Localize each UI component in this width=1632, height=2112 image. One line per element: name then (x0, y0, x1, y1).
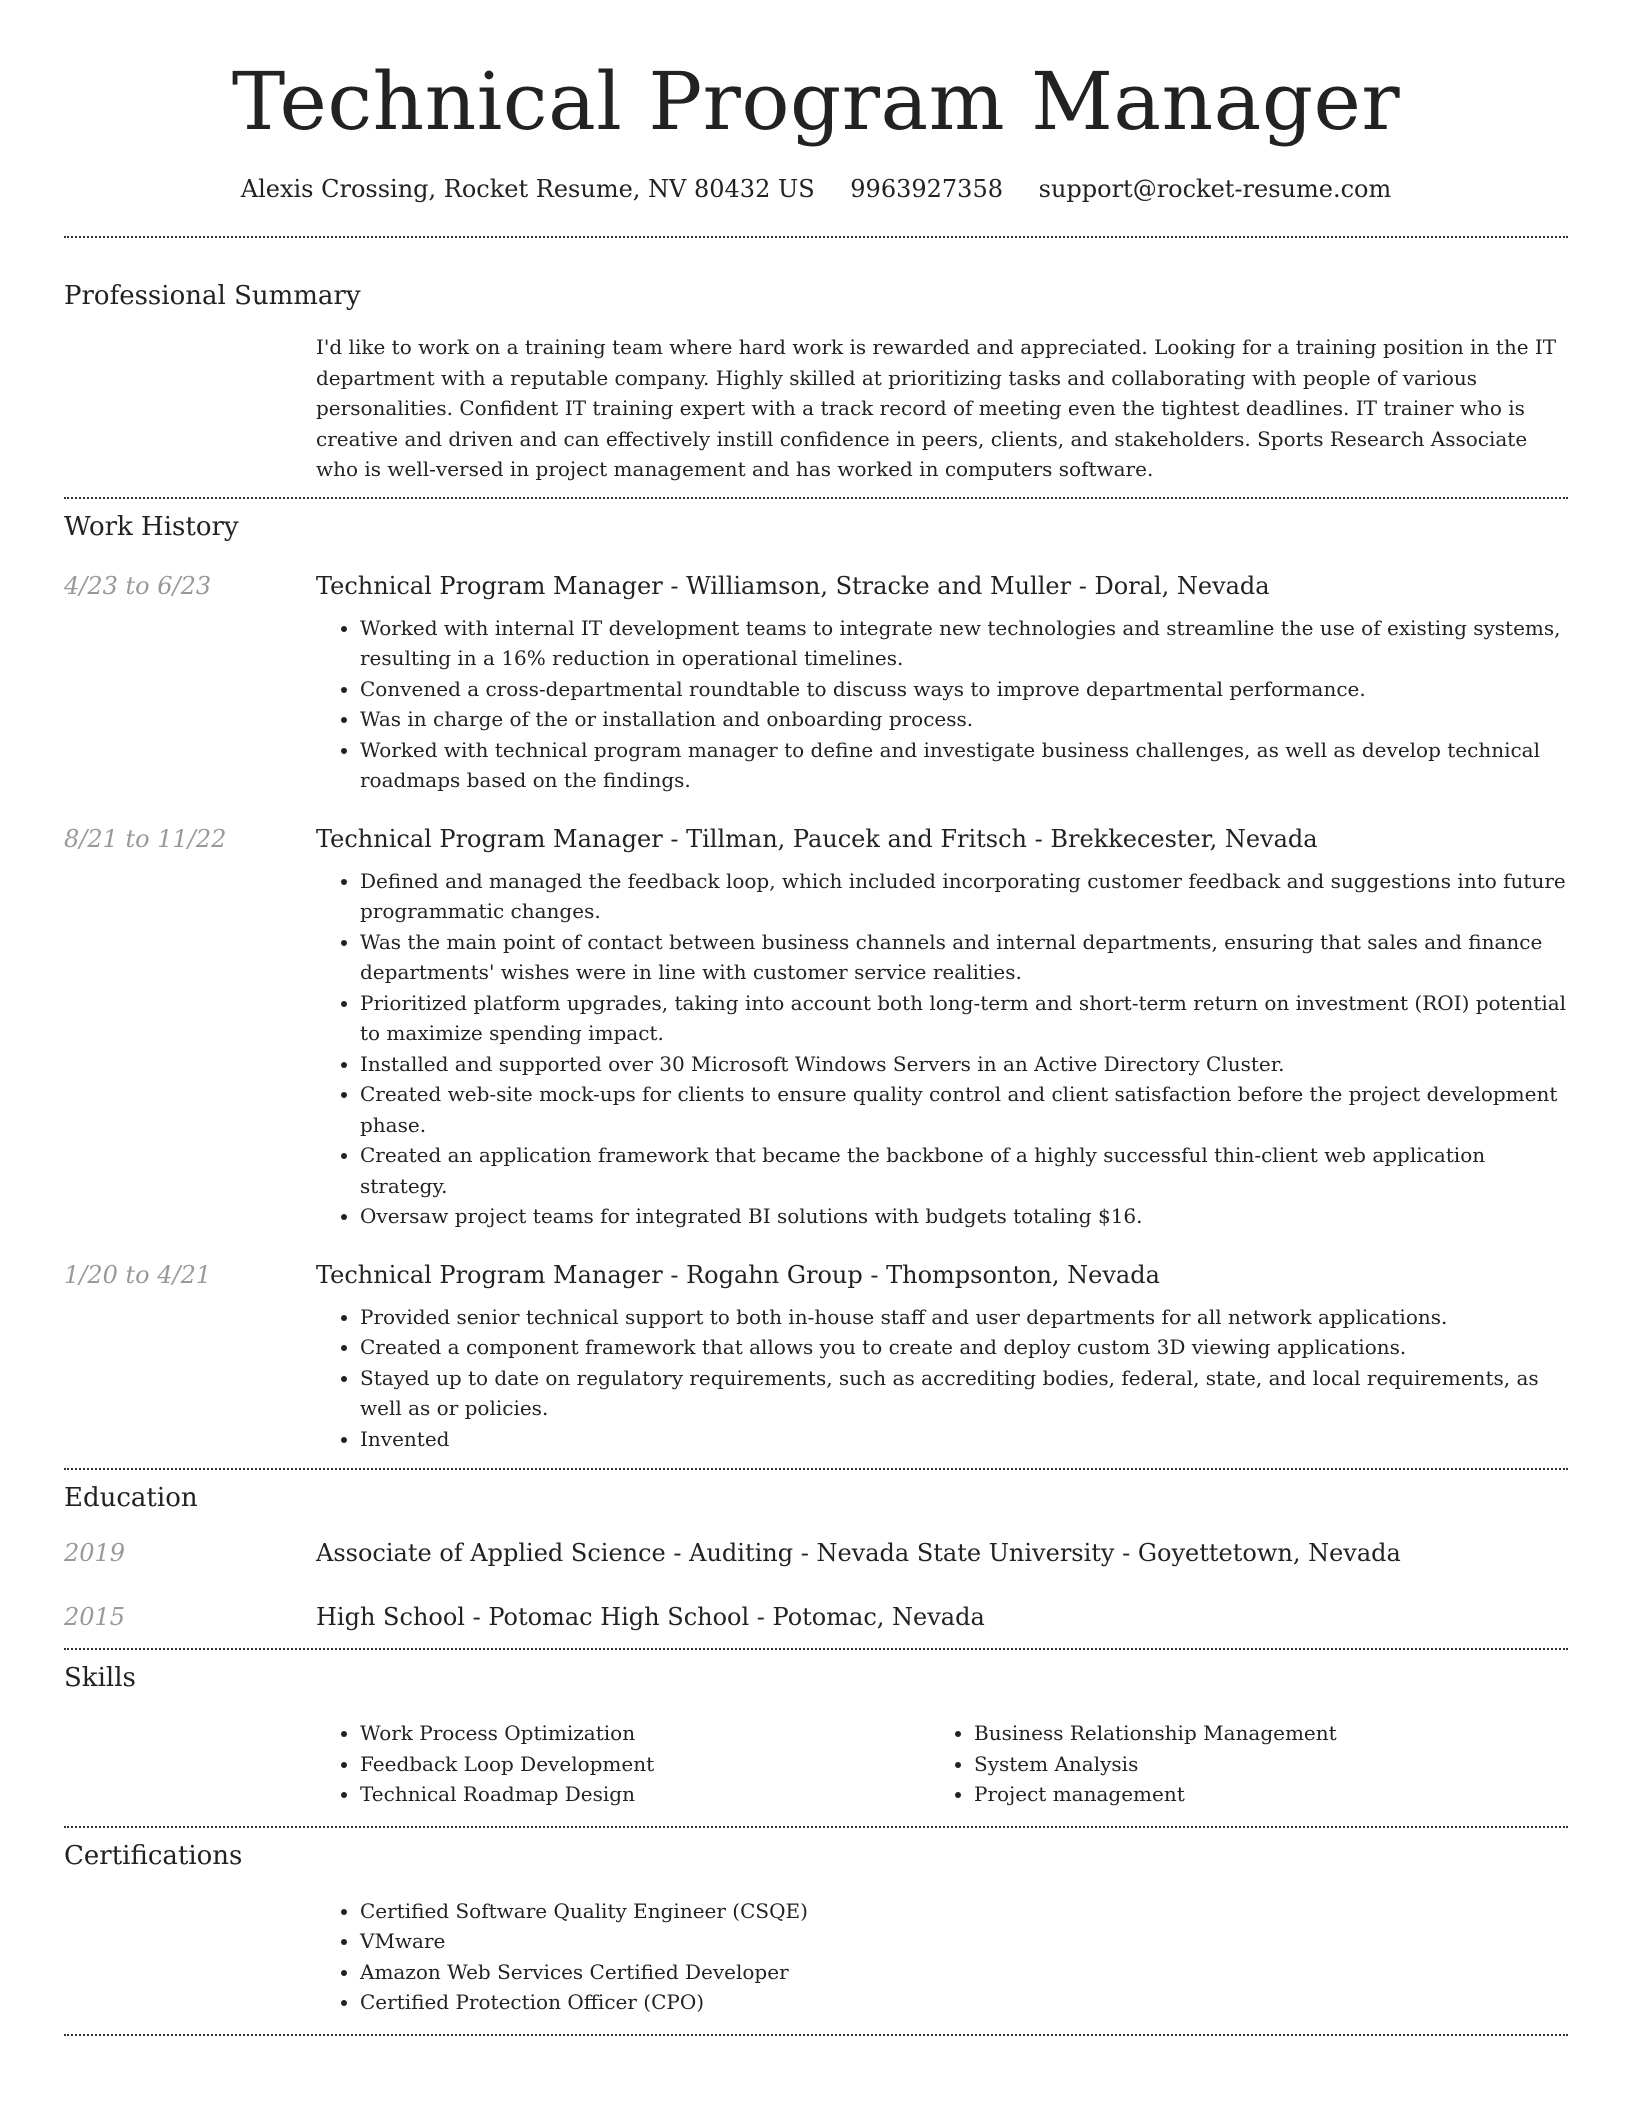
work-history-section (64, 509, 1568, 1455)
job-dates: 1/20 to 4/21 (64, 1260, 212, 1289)
education-divider (64, 1648, 1568, 1650)
list-item: • Installed and supported over 30 Microsoft Windows Servers in an Active Directory Cluster. (360, 1049, 1568, 1080)
list-item: • Certified Software Quality Engineer (CSQE) (360, 1896, 1568, 1927)
education-entry (64, 1600, 1568, 1634)
job-entry (64, 569, 1568, 796)
certifications-title: Certifications (64, 1840, 243, 1871)
job-heading: Technical Program Manager - Tillman, Paucek and Fritsch - Brekkecester, Nevada (316, 824, 1318, 853)
education-year: 2019 (64, 1539, 126, 1567)
list-item: • Work Process Optimization (360, 1718, 930, 1749)
job-heading: Technical Program Manager - Rogahn Group - Thompsonton, Nevada (316, 1260, 1160, 1289)
header-divider (64, 236, 1568, 238)
contact-address: Alexis Crossing, Rocket Resume, NV 80432 US (240, 175, 815, 203)
list-item: • Was the main point of contact between business channels and internal departments, ensuring that sales and finance departments' wishes were in line with customer service realities. (360, 927, 1568, 988)
education-entry (64, 1536, 1568, 1570)
education-title: Education (64, 1483, 198, 1513)
work-history-title: Work History (64, 511, 239, 542)
skills-divider (64, 1826, 1568, 1828)
job-entry (64, 822, 1568, 1232)
job-bullets (316, 1302, 1568, 1455)
job-dates: 4/23 to 6/23 (64, 571, 212, 600)
list-item: • Created a component framework that allows you to create and deploy custom 3D viewing applications. (360, 1332, 1568, 1363)
list-item: • VMware (360, 1926, 1568, 1957)
resume-name: Technical Program Manager (231, 55, 1401, 148)
certifications-list (316, 1896, 1568, 2018)
list-item: • Worked with technical program manager to define and investigate business challenges, as well as develop technical roadmaps based on the findings. (360, 735, 1568, 796)
education-section (64, 1480, 1568, 1634)
list-item: • Amazon Web Services Certified Developer (360, 1957, 1568, 1988)
work-divider (64, 1468, 1568, 1470)
skills-columns (316, 1718, 1568, 1810)
list-item: • Worked with internal IT development teams to integrate new technologies and streamline the use of existing systems, resulting in a 16% reduction in operational timelines. (360, 613, 1568, 674)
list-item: • Certified Protection Officer (CPO) (360, 1987, 1568, 2018)
job-bullets (316, 866, 1568, 1232)
list-item: • Stayed up to date on regulatory requirements, such as accrediting bodies, federal, state, and local requirements, as well as or policies. (360, 1363, 1568, 1424)
job-entry (64, 1258, 1568, 1455)
list-item: • Created an application framework that became the backbone of a highly successful thin-client web application strategy. (360, 1140, 1568, 1201)
list-item: • Defined and managed the feedback loop, which included incorporating customer feedback and suggestions into future programmatic changes. (360, 866, 1568, 927)
certifications-section (64, 1838, 1568, 2018)
education-year: 2015 (64, 1603, 126, 1631)
list-item: • Project management (974, 1779, 1544, 1810)
list-item: • Prioritized platform upgrades, taking into account both long-term and short-term return on investment (ROI) potential to maximize spending impact. (360, 988, 1568, 1049)
list-item: • Created web-site mock-ups for clients to ensure quality control and client satisfaction before the project development phase. (360, 1079, 1568, 1140)
job-heading: Technical Program Manager - Williamson, Stracke and Muller - Doral, Nevada (316, 571, 1270, 600)
summary-text: I'd like to work on a training team where hard work is rewarded and appreciated. Looking for a training position in the IT department with a reputable company. Highly skilled at prioritizing tasks and collaborating with people of various personalities. Confident IT training expert with a track record of meeting even the tightest deadlines. IT trainer who is creative and driven and can effectively instill confidence in peers, clients, and stakeholders. Sports Research Associate who is well-versed in project management and has worked in computers software. (316, 335, 1557, 481)
skills-title: Skills (64, 1663, 136, 1693)
list-item: • Oversaw project teams for integrated BI solutions with budgets totaling $16. (360, 1201, 1568, 1232)
job-bullets (316, 613, 1568, 796)
list-item: • Feedback Loop Development (360, 1749, 930, 1780)
summary-title: Professional Summary (64, 281, 361, 311)
contact-line (64, 172, 1568, 206)
list-item: • Convened a cross-departmental roundtable to discuss ways to improve departmental performance. (360, 674, 1568, 705)
contact-phone: 9963927358 (850, 175, 1003, 203)
skills-list-right (930, 1718, 1544, 1810)
contact-email: support@rocket-resume.com (1038, 175, 1392, 203)
education-heading: Associate of Applied Science - Auditing - Nevada State University - Goyettetown, Nevada (316, 1539, 1401, 1567)
skills-section (64, 1660, 1568, 1810)
certifications-divider (64, 2034, 1568, 2036)
job-dates: 8/21 to 11/22 (64, 824, 227, 853)
summary-section (64, 278, 1568, 485)
list-item: • Business Relationship Management (974, 1718, 1544, 1749)
skills-list-left (316, 1718, 930, 1810)
list-item: • Was in charge of the or installation and onboarding process. (360, 704, 1568, 735)
list-item: • Technical Roadmap Design (360, 1779, 930, 1810)
summary-divider (64, 497, 1568, 499)
list-item: • Provided senior technical support to both in-house staff and user departments for all network applications. (360, 1302, 1568, 1333)
education-heading: High School - Potomac High School - Potomac, Nevada (316, 1603, 985, 1631)
list-item: • Invented (360, 1424, 1568, 1455)
list-item: • System Analysis (974, 1749, 1544, 1780)
